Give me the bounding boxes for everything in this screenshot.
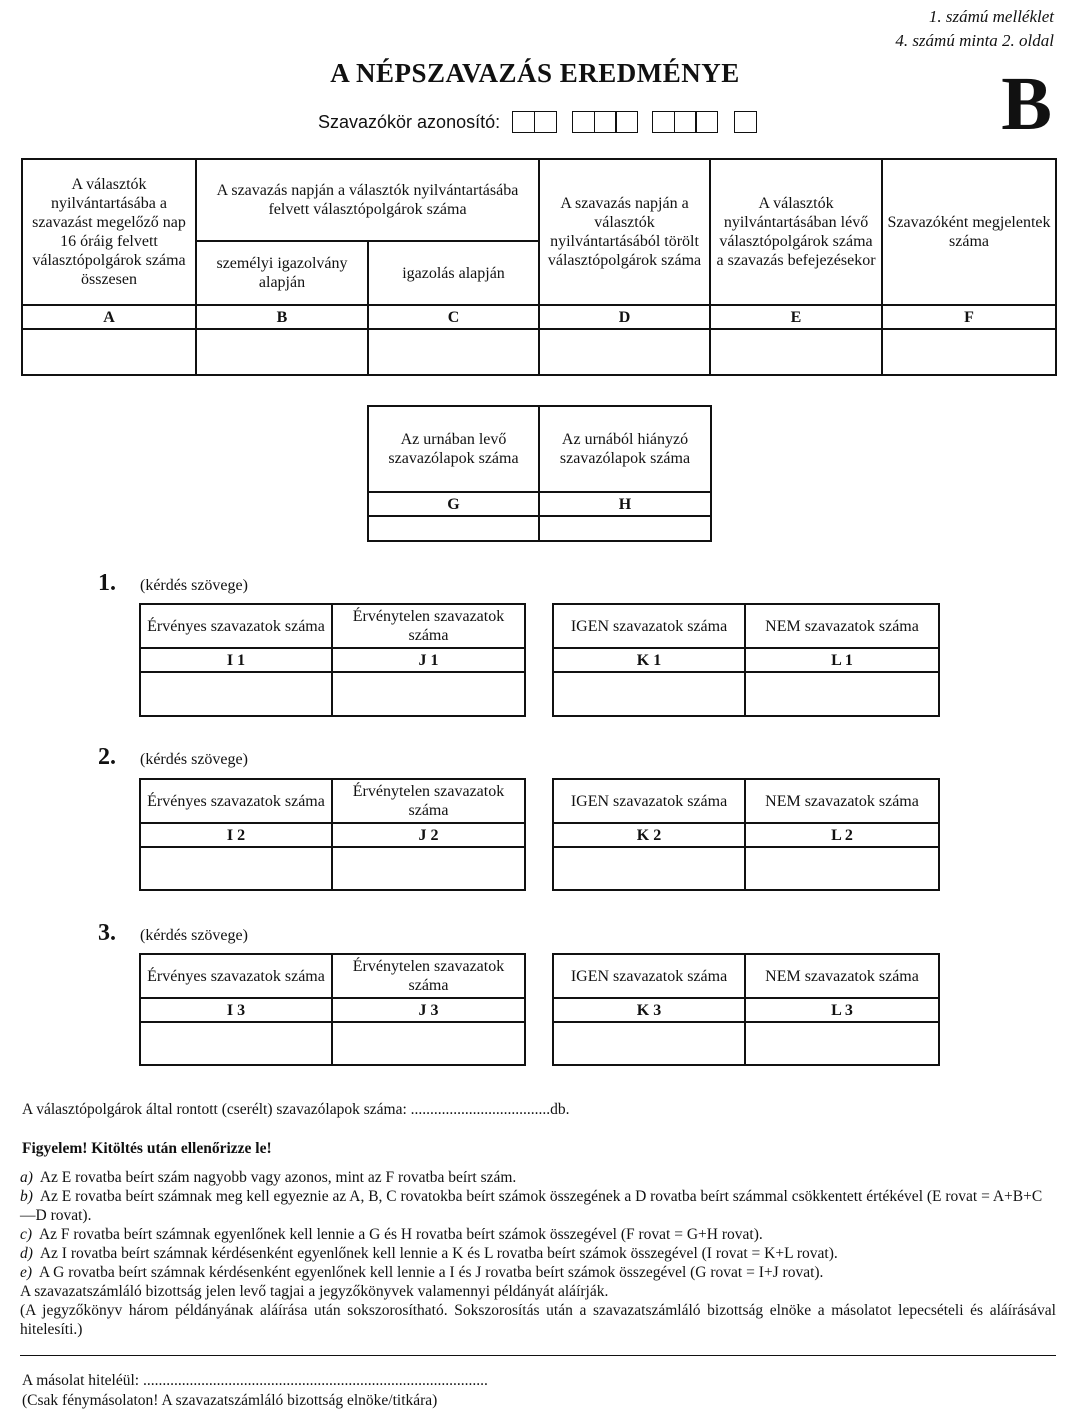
col-bc-group-header: A szavazás napján a választók nyilvántartásába felvett választópolgárok száma — [196, 159, 539, 241]
yes-votes-header: IGEN szavazatok száma — [553, 604, 745, 648]
valid-votes-header: Érvényes szavazatok száma — [140, 779, 332, 823]
question-text: (kérdés szövege) — [140, 927, 248, 944]
check-item: e) A G rovatba beírt számnak kérdésenként egyenlőnek kell lennie a I és J rovatba beírt számok összegével (G rovat = I+J rovat). — [20, 1264, 824, 1281]
precinct-id-field-4[interactable] — [734, 111, 756, 133]
certify-line: A másolat hiteléül: ......................................................................................... — [22, 1372, 488, 1389]
signature-note: A szavazatszámláló bizottság jelen levő tagjai a jegyzőkönyvek valamennyi példányát aláírják. — [20, 1283, 609, 1300]
value-i2-cell[interactable] — [140, 847, 332, 890]
value-b-cell[interactable] — [196, 329, 368, 375]
question-number: 1. — [98, 570, 116, 596]
col-letter: L 2 — [745, 823, 939, 847]
col-letter: L 1 — [745, 648, 939, 672]
yes-votes-header: IGEN szavazatok száma — [553, 779, 745, 823]
invalid-votes-header: Érvénytelen szavazatok száma — [332, 954, 525, 998]
check-item: b) Az E rovatba beírt számnak meg kell egyeznie az A, B, C rovatokba beírt számok összegének a D rovatba beírt számmal csökkentett értékével (E rovat = A+B+C—D rovat). — [20, 1188, 1043, 1224]
col-letter: J 2 — [332, 823, 525, 847]
col-letter: K 3 — [553, 998, 745, 1022]
value-f-cell[interactable] — [882, 329, 1056, 375]
check-item: d) Az I rovatba beírt számnak kérdésenként egyenlőnek kell lennie a K és L rovatba beírt számok összegével (I rovat = K+L rovat). — [20, 1245, 838, 1262]
check-item: c) Az F rovatba beírt számnak egyenlőnek kell lennie a G és H rovatba beírt számok összegével (F rovat = G+H rovat). — [20, 1226, 763, 1243]
urn-table — [367, 405, 712, 542]
col-letter: B — [196, 305, 368, 329]
col-b-header: személyi igazolvány alapján — [196, 241, 368, 305]
no-votes-header: NEM szavazatok száma — [745, 604, 939, 648]
col-letter: K 2 — [553, 823, 745, 847]
value-j3-cell[interactable] — [332, 1022, 525, 1065]
value-k1-cell[interactable] — [553, 672, 745, 716]
precinct-id-field-2[interactable] — [572, 111, 637, 133]
col-letter: E — [710, 305, 882, 329]
col-f-header: Szavazóként megjelentek száma — [882, 159, 1056, 305]
col-letter: C — [368, 305, 539, 329]
value-a-cell[interactable] — [22, 329, 196, 375]
precinct-id-label: Szavazókör azonosító: — [318, 112, 501, 132]
value-k2-cell[interactable] — [553, 847, 745, 890]
col-e-header: A választók nyilvántartásában lévő választópolgárok száma a szavazás befejezésekor — [710, 159, 882, 305]
question-1-validity-table — [139, 603, 526, 717]
col-letter: H — [539, 492, 711, 516]
col-c-header: igazolás alapján — [368, 241, 539, 305]
copy-note: (A jegyzőkönyv három példányának aláírása után sokszorosítható. Sokszorosítás után a szavazatszámláló bizottság elnöke a másolatot lepecsételi és aláírásával hitelesíti.) — [20, 1302, 1056, 1338]
page-label: 4. számú minta 2. oldal — [895, 31, 1054, 50]
col-letter: J 3 — [332, 998, 525, 1022]
valid-votes-header: Érvényes szavazatok száma — [140, 604, 332, 648]
valid-votes-header: Érvényes szavazatok száma — [140, 954, 332, 998]
value-c-cell[interactable] — [368, 329, 539, 375]
value-l2-cell[interactable] — [745, 847, 939, 890]
annex-label: 1. számú melléklet — [928, 7, 1054, 26]
col-letter: K 1 — [553, 648, 745, 672]
precinct-id-field-3[interactable] — [652, 111, 717, 133]
col-letter: F — [882, 305, 1056, 329]
yes-votes-header: IGEN szavazatok száma — [553, 954, 745, 998]
question-2-yesno-table — [552, 778, 940, 891]
page-title: A NÉPSZAVAZÁS EREDMÉNYE — [330, 58, 740, 88]
value-l1-cell[interactable] — [745, 672, 939, 716]
col-letter: I 3 — [140, 998, 332, 1022]
value-k3-cell[interactable] — [553, 1022, 745, 1065]
no-votes-header: NEM szavazatok száma — [745, 954, 939, 998]
value-j2-cell[interactable] — [332, 847, 525, 890]
attention-heading: Figyelem! Kitöltés után ellenőrizze le! — [22, 1140, 272, 1157]
value-d-cell[interactable] — [539, 329, 710, 375]
check-list — [20, 1168, 1056, 1339]
col-letter: I 1 — [140, 648, 332, 672]
question-3-validity-table — [139, 953, 526, 1066]
col-letter: I 2 — [140, 823, 332, 847]
value-g-cell[interactable] — [368, 516, 539, 541]
col-h-header: Az urnából hiányzó szavazólapok száma — [539, 406, 711, 492]
question-text: (kérdés szövege) — [140, 577, 248, 594]
question-2-validity-table — [139, 778, 526, 891]
no-votes-header: NEM szavazatok száma — [745, 779, 939, 823]
spoiled-ballots-line: A választópolgárok által rontott (cserélt) szavazólapok száma: ....................................db. — [22, 1101, 570, 1118]
value-e-cell[interactable] — [710, 329, 882, 375]
question-1-yesno-table — [552, 603, 940, 717]
col-g-header: Az urnában levő szavazólapok száma — [368, 406, 539, 492]
divider — [20, 1355, 1056, 1356]
col-letter: J 1 — [332, 648, 525, 672]
col-d-header: A szavazás napján a választók nyilvántartásából törölt választópolgárok száma — [539, 159, 710, 305]
question-text: (kérdés szövege) — [140, 751, 248, 768]
value-i1-cell[interactable] — [140, 672, 332, 716]
col-letter: L 3 — [745, 998, 939, 1022]
invalid-votes-header: Érvénytelen szavazatok száma — [332, 604, 525, 648]
col-letter: D — [539, 305, 710, 329]
value-l3-cell[interactable] — [745, 1022, 939, 1065]
question-number: 2. — [98, 744, 116, 770]
value-i3-cell[interactable] — [140, 1022, 332, 1065]
value-h-cell[interactable] — [539, 516, 711, 541]
check-item: a) Az E rovatba beírt szám nagyobb vagy azonos, mint az F rovatba beírt szám. — [20, 1169, 517, 1186]
invalid-votes-header: Érvénytelen szavazatok száma — [332, 779, 525, 823]
question-number: 3. — [98, 920, 116, 946]
value-j1-cell[interactable] — [332, 672, 525, 716]
main-count-table — [21, 158, 1057, 376]
col-a-header: A választók nyilvántartásába a szavazást megelőző nap 16 óráig felvett választópolgárok száma összesen — [22, 159, 196, 305]
question-3-yesno-table — [552, 953, 940, 1066]
form-letter: B — [1001, 62, 1052, 146]
col-letter: G — [368, 492, 539, 516]
precinct-id-field-1[interactable] — [512, 111, 555, 133]
col-letter: A — [22, 305, 196, 329]
certify-note: (Csak fénymásolaton! A szavazatszámláló bizottság elnöke/titkára) — [22, 1392, 438, 1409]
